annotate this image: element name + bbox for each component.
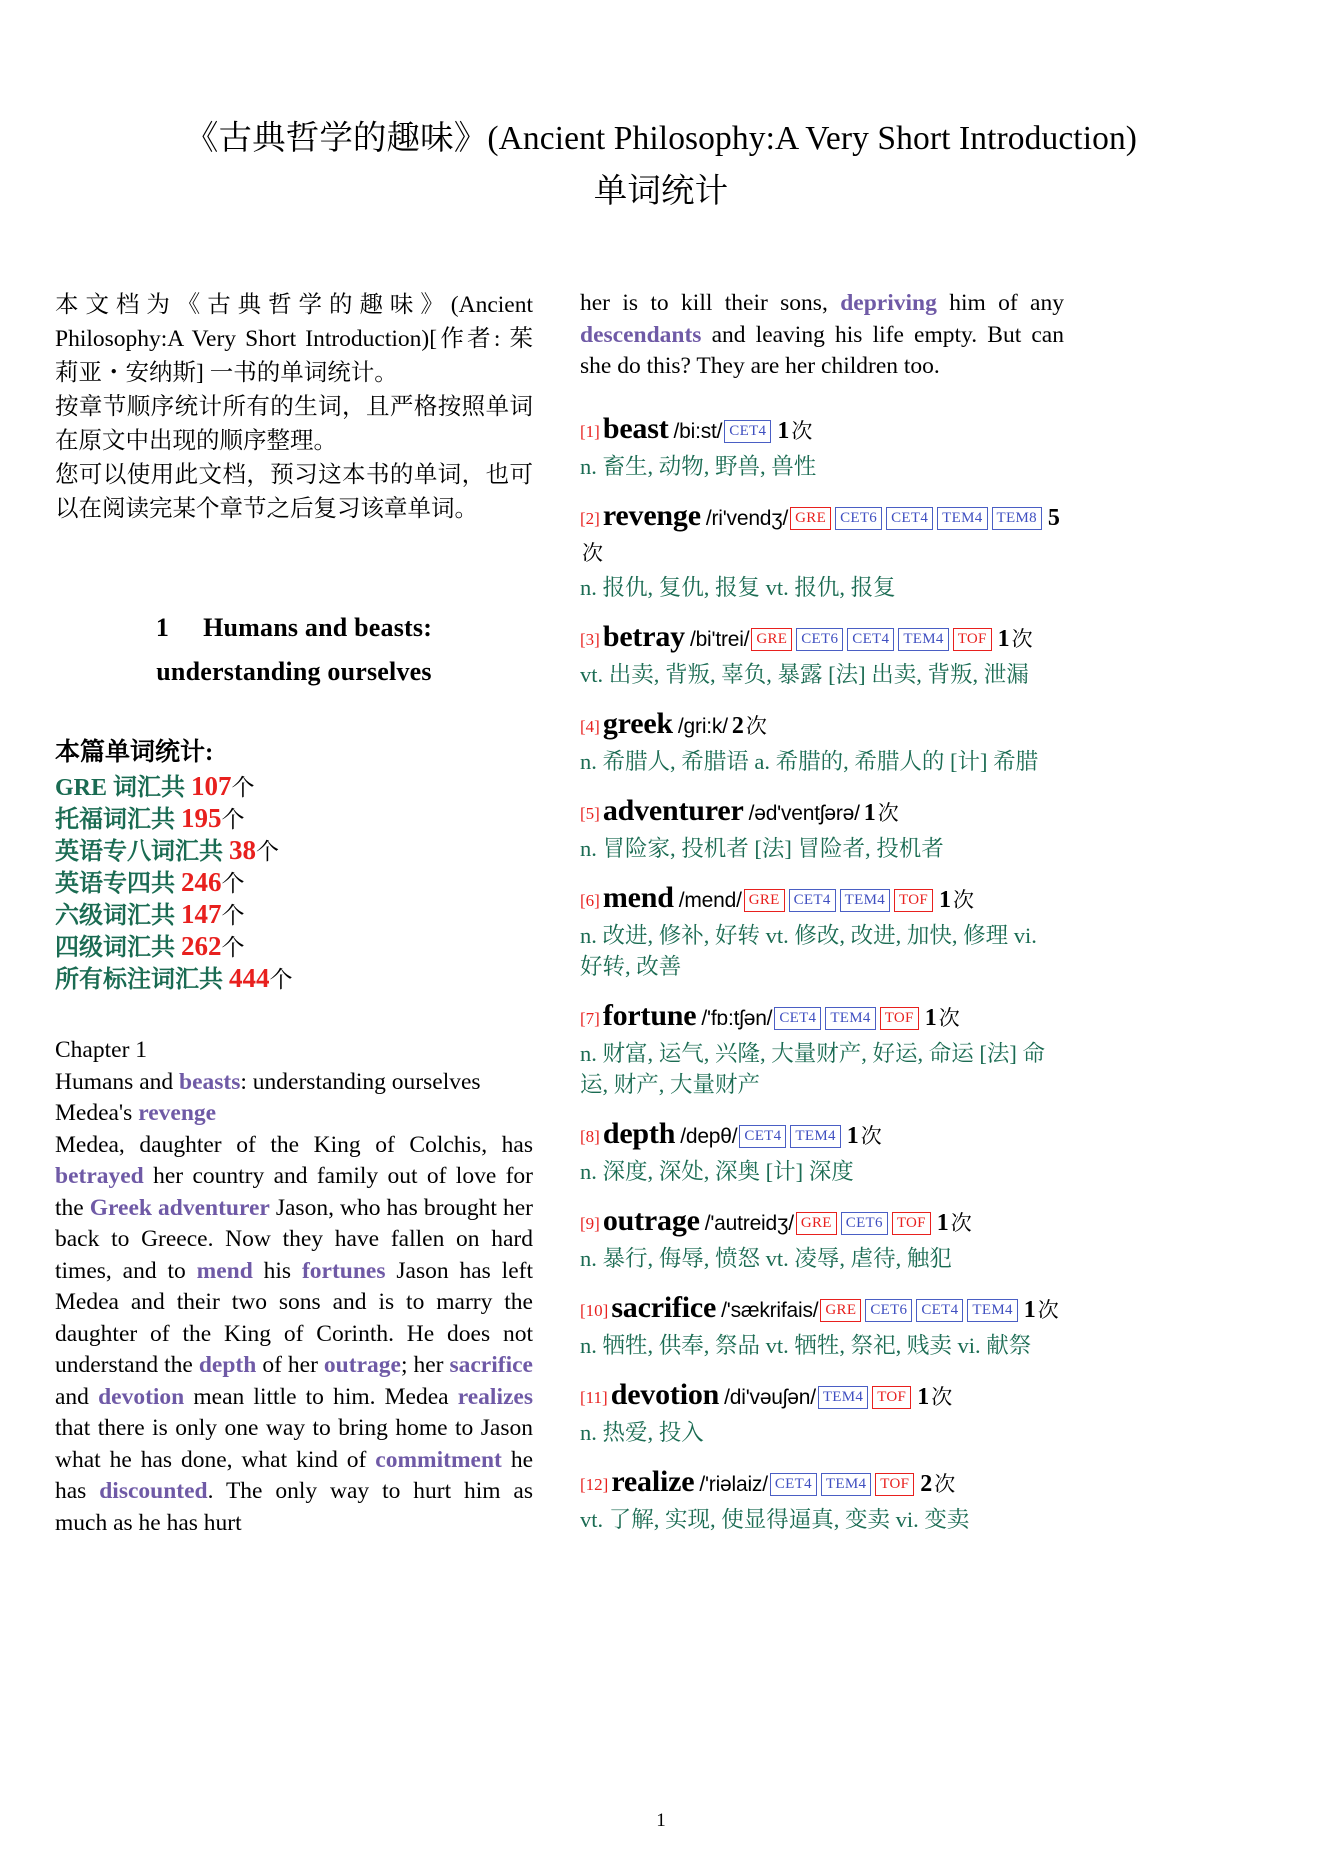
word-entry-phonetic: /'riəlaiz/ [699, 1472, 768, 1496]
story-paragraph-left [55, 1130, 533, 1540]
word-entry-definition: vt. 出卖, 背叛, 辜负, 暴露 [法] 出卖, 背叛, 泄漏 [580, 661, 1029, 687]
exam-tag-gre: GRE [744, 889, 785, 912]
exam-tag-tem4: TEM4 [821, 1473, 871, 1496]
exam-tag-cet4: CET4 [886, 507, 933, 530]
word-entry-phonetic: /'fɒ:tʃən/ [701, 1006, 773, 1030]
word-entry-header [580, 1117, 1064, 1154]
subtitle-line [55, 1098, 533, 1130]
word-entry-header [580, 412, 1064, 449]
stats-row-value: 262 [181, 931, 222, 961]
word-entry [580, 1378, 1064, 1448]
word-entry-definition: n. 改进, 修补, 好转 vt. 修改, 改进, 加快, 修理 vi. 好转, 改善 [580, 922, 1037, 979]
word-entry-term: beast [602, 411, 669, 445]
word-entry-term: mend [602, 880, 674, 914]
exam-tag-cet4: CET4 [916, 1299, 963, 1322]
exam-tag-tof: TOF [892, 1212, 931, 1235]
word-entry-count: 2 [731, 712, 744, 739]
text-run: and [55, 1383, 99, 1410]
word-entry-count-unit: 次 [791, 418, 813, 443]
word-entry-term: sacrifice [611, 1290, 717, 1324]
word-entry-term: adventurer [602, 793, 744, 827]
word-entry-count-unit: 次 [1011, 626, 1033, 651]
word-entry-header [580, 620, 1064, 657]
word-entry-definition: n. 热爱, 投入 [580, 1419, 704, 1445]
word-entry-phonetic: /di'vəuʃən/ [724, 1385, 816, 1409]
word-entry-definition: vt. 了解, 实现, 使显得逼真, 变卖 vi. 变卖 [580, 1506, 970, 1532]
exam-tag-cet6: CET6 [835, 507, 882, 530]
word-entry-phonetic: /'autreidʒ/ [704, 1211, 794, 1235]
page-number: 1 [656, 1810, 666, 1831]
chapter-label: Chapter 1 [55, 1037, 148, 1063]
stats-row-unit: 个 [231, 775, 255, 800]
word-entry [580, 412, 1064, 482]
word-entry-count: 5 [1047, 504, 1060, 531]
exam-tag-cet4: CET4 [847, 628, 894, 651]
highlight-word: depth [198, 1352, 257, 1378]
text-run: Jason has left Medea and their two sons and is to marry the daughter of the King of Corinth. He does not understand the [55, 1257, 533, 1378]
word-entry [580, 881, 1064, 982]
intro-paragraph: 本文档为《古典哲学的趣味》(Ancient Philosophy:A Very Short Introduction)[作者: 茱莉亚・安纳斯] 一书的单词统计。 [55, 292, 533, 386]
text-run: he has [55, 1446, 534, 1504]
word-entry-header [580, 1465, 1064, 1502]
word-entry [580, 794, 1064, 864]
highlight-word: commitment [375, 1446, 502, 1473]
word-entry-term: betray [602, 619, 685, 653]
word-entry-index: [2] [580, 508, 600, 528]
chapter-number: 1 [155, 613, 170, 642]
word-entry-term: greek [602, 706, 673, 740]
word-entry-count-unit: 次 [934, 1471, 956, 1496]
word-entry-header [580, 1291, 1064, 1328]
highlight-word: sacrifice [449, 1352, 533, 1378]
word-entry-phonetic: /gri:k/ [677, 714, 728, 738]
chapter-title-line1: Humans and beasts: [203, 613, 433, 642]
stats-row-unit: 个 [221, 807, 245, 832]
stats-row-label: GRE [55, 775, 108, 801]
word-entry [580, 620, 1064, 690]
word-entry-index: [4] [580, 716, 600, 736]
stats-row [55, 803, 533, 835]
highlight-word: realizes [457, 1383, 533, 1410]
stats-row [55, 899, 533, 931]
word-entry-definition: n. 报仇, 复仇, 报复 vt. 报仇, 报复 [580, 574, 896, 600]
highlight-word: outrage [323, 1352, 401, 1378]
word-entry-term: fortune [602, 998, 697, 1032]
word-entry-count: 1 [846, 1122, 859, 1149]
stats-row-unit: 个 [221, 903, 245, 928]
highlight-word: descendants [580, 321, 702, 348]
title-pre: Humans and [55, 1068, 180, 1095]
stats-row-connector: 共 [151, 807, 181, 833]
highlight-word: fortunes [301, 1257, 386, 1284]
exam-tag-tof: TOF [872, 1386, 911, 1409]
word-entry-header [580, 881, 1064, 918]
stats-row-label: 所有标注词汇 [55, 967, 199, 993]
chapter-title-line2: understanding ourselves [156, 657, 432, 686]
stats-row-connector: 共 [199, 967, 229, 993]
word-entry [580, 1117, 1064, 1187]
right-column [580, 288, 1064, 1552]
stats-row-connector: 共 [151, 935, 181, 961]
word-entry-count: 1 [938, 886, 951, 913]
text-run: of her [256, 1352, 324, 1378]
text-run: her country and family out of love for the [55, 1163, 533, 1221]
word-entry-header [580, 499, 1064, 570]
stats-row [55, 867, 533, 899]
word-entry-count-unit: 次 [950, 1210, 972, 1235]
word-entry [580, 999, 1064, 1100]
word-entry-definition: n. 财富, 运气, 兴隆, 大量财产, 好运, 命运 [法] 命运, 财产, 大量财产 [580, 1040, 1045, 1097]
word-entry [580, 707, 1064, 777]
stats-row-unit: 个 [256, 839, 279, 864]
stats-row-label: 四级词汇 [55, 935, 151, 961]
chapter-heading-line1 [55, 606, 533, 650]
word-entry-count: 1 [924, 1004, 937, 1031]
word-entry-index: [6] [580, 890, 600, 910]
text-run: mean little to him. Medea [184, 1383, 458, 1410]
stats-row-value: 444 [229, 963, 270, 993]
word-entry [580, 1291, 1064, 1361]
stats-row-connector: 共 [151, 871, 181, 897]
stats-row-value: 107 [191, 771, 232, 801]
exam-tag-tem4: TEM4 [790, 1125, 840, 1148]
stats-row-value: 147 [181, 899, 222, 929]
story-paragraph-right [580, 288, 1064, 383]
highlight-word: mend [196, 1257, 253, 1284]
word-entry-index: [8] [580, 1126, 600, 1146]
highlight-word: beasts [179, 1068, 241, 1095]
exam-tag-cet6: CET6 [865, 1299, 912, 1322]
stats-row-label: 英语专八词汇 [55, 839, 199, 865]
word-entry-index: [9] [580, 1213, 600, 1233]
word-entry-count-unit: 次 [877, 800, 899, 825]
stats-row-label: 六级词汇 [55, 903, 151, 929]
word-entry-phonetic: /bi'trei/ [689, 627, 750, 651]
word-entry-index: [1] [580, 421, 600, 441]
exam-tag-cet4: CET4 [774, 1007, 821, 1030]
text-run: . The only way to hurt him as much as he has hurt [55, 1478, 533, 1536]
exam-tag-tof: TOF [880, 1007, 919, 1030]
word-entry-term: realize [611, 1464, 695, 1498]
stats-row-connector: 共 [199, 839, 229, 865]
word-entry-definition: n. 冒险家, 投机者 [法] 冒险者, 投机者 [580, 835, 944, 861]
highlight-word: devotion [98, 1383, 185, 1410]
text-run: ; her [400, 1352, 450, 1378]
text-run: his [252, 1257, 302, 1284]
stats-row-connector: 词汇共 [107, 775, 192, 801]
text-run: Medea, daughter of the King of Colchis, has [55, 1131, 533, 1158]
exam-tag-gre: GRE [751, 628, 792, 651]
word-entry-count: 1 [917, 1383, 930, 1410]
word-entry-header [580, 794, 1064, 831]
word-entry-index: [7] [580, 1008, 600, 1028]
stats-row-value: 195 [181, 803, 222, 833]
word-entry-index: [10] [580, 1300, 609, 1320]
word-entry [580, 1465, 1064, 1535]
word-entry-count: 1 [863, 799, 876, 826]
word-entry-count: 1 [936, 1209, 949, 1236]
exam-tag-cet4: CET4 [770, 1473, 817, 1496]
chapter-title-line [55, 1067, 533, 1099]
text-run: him of any [936, 290, 1064, 316]
stats-row [55, 963, 533, 995]
highlight-word: discounted [99, 1478, 208, 1504]
word-entry-count: 1 [777, 417, 790, 444]
word-entry-phonetic: /mend/ [678, 888, 742, 912]
word-entry-count-unit: 次 [582, 540, 603, 565]
word-entry-term: depth [602, 1116, 676, 1150]
highlight-word: betrayed [55, 1163, 144, 1189]
exam-tag-tem4: TEM4 [898, 628, 948, 651]
intro-block [55, 288, 533, 526]
exam-tag-tof: TOF [953, 628, 992, 651]
exam-tag-cet4: CET4 [789, 889, 836, 912]
exam-tag-tof: TOF [875, 1473, 914, 1496]
text-run: Jason, who has brought her back to Greece. Now they have fallen on hard times, and to [55, 1194, 533, 1284]
stats-block [55, 738, 533, 995]
chapter-heading [55, 606, 533, 694]
highlight-word: depriving [840, 290, 937, 316]
stats-rows [55, 771, 533, 995]
word-entry-count-unit: 次 [860, 1123, 882, 1148]
word-entry-term: outrage [602, 1203, 700, 1237]
exam-tag-tem4: TEM4 [825, 1007, 875, 1030]
exam-tag-gre: GRE [796, 1212, 837, 1235]
stats-row-unit: 个 [221, 871, 245, 896]
word-entry [580, 1204, 1064, 1274]
word-entry-term: devotion [610, 1377, 720, 1411]
exam-tag-gre: GRE [790, 507, 831, 530]
left-column [55, 288, 533, 1539]
word-entry-count-unit: 次 [745, 713, 767, 738]
word-entry-count-unit: 次 [1037, 1297, 1059, 1322]
exam-tag-gre: GRE [820, 1299, 861, 1322]
word-entry-count: 2 [920, 1470, 933, 1497]
exam-tag-cet6: CET6 [841, 1212, 888, 1235]
text-run: her is to kill their sons, [580, 290, 841, 316]
highlight-word: Greek adventurer [89, 1194, 270, 1221]
exam-tag-tem4: TEM4 [937, 507, 987, 530]
word-entry-phonetic: /bi:st/ [673, 419, 723, 443]
intro-paragraph: 您可以使用此文档，预习这本书的单词，也可以在阅读完某个章节之后复习该章单词。 [55, 462, 533, 522]
word-entry-index: [3] [580, 629, 600, 649]
stats-row-unit: 个 [221, 935, 245, 960]
word-entry-count-unit: 次 [938, 1005, 960, 1030]
highlight-word: revenge [138, 1100, 217, 1126]
text-run: that there is only one way to bring home to Jason what he has done, what kind of [55, 1415, 533, 1473]
page-title [52, 112, 1270, 218]
stats-row-label: 英语专四 [55, 871, 151, 897]
word-entry-phonetic: /əd'ventʃərə/ [748, 801, 860, 825]
exam-tag-tem4: TEM4 [818, 1386, 868, 1409]
exam-tag-cet6: CET6 [796, 628, 843, 651]
stats-row-unit: 个 [269, 967, 293, 992]
stats-row-value: 246 [181, 867, 222, 897]
exam-tag-tem8: TEM8 [992, 507, 1042, 530]
word-entry-definition: n. 深度, 深处, 深奥 [计] 深度 [580, 1158, 854, 1184]
word-entry-count: 1 [997, 625, 1010, 652]
word-entry-phonetic: /depθ/ [680, 1124, 738, 1148]
word-entry-index: [11] [580, 1387, 608, 1407]
word-entry-count-unit: 次 [931, 1384, 953, 1409]
subtitle-pre: Medea's [55, 1100, 139, 1126]
exam-tag-tem4: TEM4 [840, 889, 890, 912]
word-entry-definition: n. 畜生, 动物, 野兽, 兽性 [580, 453, 817, 479]
body-text-left [55, 1035, 533, 1539]
stats-row-value: 38 [229, 835, 256, 865]
exam-tag-tem4: TEM4 [967, 1299, 1017, 1322]
stats-row [55, 931, 533, 963]
word-entry-index: [5] [580, 803, 600, 823]
page-title-line1: 《古典哲学的趣味》(Ancient Philosophy:A Very Short Introduction) [184, 120, 1138, 157]
word-entry-definition: n. 希腊人, 希腊语 a. 希腊的, 希腊人的 [计] 希腊 [580, 748, 1039, 774]
word-entry-header [580, 1204, 1064, 1241]
word-entry-term: revenge [602, 498, 701, 532]
title-post: : understanding ourselves [240, 1068, 481, 1095]
stats-row [55, 835, 533, 867]
stats-heading: 本篇单词统计: [55, 739, 214, 766]
word-entry-definition: n. 牺牲, 供奉, 祭品 vt. 牺牲, 祭祀, 贱卖 vi. 献祭 [580, 1332, 1032, 1358]
word-entry-definition: n. 暴行, 侮辱, 愤怒 vt. 凌辱, 虐待, 触犯 [580, 1245, 952, 1271]
word-entry-list [580, 412, 1064, 1535]
exam-tag-cet4: CET4 [724, 420, 771, 443]
word-entry-header [580, 999, 1064, 1036]
stats-row-label: 托福词汇 [55, 807, 151, 833]
word-entry-count-unit: 次 [952, 887, 974, 912]
word-entry-phonetic: /ri'vendʒ/ [705, 506, 789, 530]
exam-tag-cet4: CET4 [739, 1125, 786, 1148]
stats-row-connector: 共 [151, 903, 181, 929]
intro-paragraph: 按章节顺序统计所有的生词，且严格按照单词在原文中出现的顺序整理。 [55, 394, 533, 454]
word-entry-count: 1 [1023, 1296, 1036, 1323]
word-entry-header [580, 707, 1064, 744]
word-entry-phonetic: /'sækrifais/ [721, 1298, 819, 1322]
exam-tag-tof: TOF [894, 889, 933, 912]
stats-row [55, 771, 533, 803]
page-title-line2: 单词统计 [593, 173, 729, 210]
word-entry [580, 499, 1064, 603]
word-entry-header [580, 1378, 1064, 1415]
text-run: and leaving his life empty. But can she do this? They are her children too. [580, 321, 1064, 379]
word-entry-index: [12] [580, 1474, 609, 1494]
